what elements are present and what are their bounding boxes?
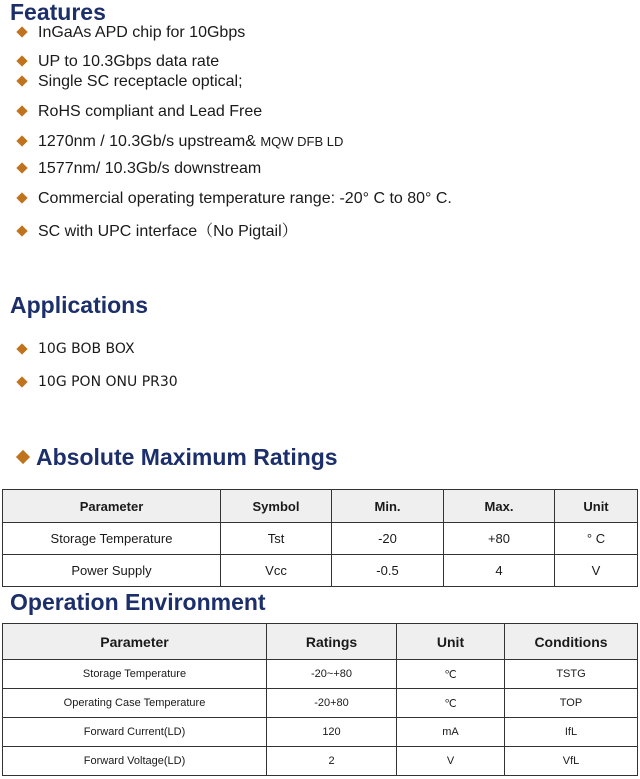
table-cell: -0.5 xyxy=(332,555,444,587)
header-min: Min. xyxy=(332,490,444,523)
list-item xyxy=(16,340,135,358)
table-cell: Operating Case Temperature xyxy=(3,689,267,718)
table-cell: VfL xyxy=(505,747,638,776)
table-cell: -20+80 xyxy=(267,689,397,718)
environment-heading: Operation Environment xyxy=(10,589,266,615)
feature-text: Single SC receptacle optical; xyxy=(38,73,243,90)
list-item xyxy=(16,103,262,121)
table-row xyxy=(3,555,638,587)
table-row xyxy=(3,747,638,776)
table-row xyxy=(3,689,638,718)
table-cell: Storage Temperature xyxy=(3,523,221,555)
table-cell: -20~+80 xyxy=(267,660,397,689)
header-max: Max. xyxy=(444,490,555,523)
table-cell: 120 xyxy=(267,718,397,747)
table-header-row xyxy=(3,624,638,660)
table-cell: +80 xyxy=(444,523,555,555)
feature-text-small: MQW DFB LD xyxy=(260,134,344,149)
list-item xyxy=(16,190,452,208)
ratings-table xyxy=(2,489,638,587)
diamond-bullet-icon xyxy=(16,56,27,67)
table-cell: 2 xyxy=(267,747,397,776)
diamond-bullet-icon xyxy=(16,193,27,204)
list-item xyxy=(16,373,178,391)
diamond-bullet-icon xyxy=(16,226,27,237)
list-item xyxy=(16,223,298,241)
table-cell: Forward Current(LD) xyxy=(3,718,267,747)
table-cell: mA xyxy=(397,718,505,747)
feature-text: SC with UPC interface（No Pigtail） xyxy=(38,223,298,240)
features-heading: Features xyxy=(10,0,106,25)
table-cell: ℃ xyxy=(397,689,505,718)
table-cell: V xyxy=(555,555,638,587)
table-cell: TSTG xyxy=(505,660,638,689)
table-row xyxy=(3,523,638,555)
table-header-row xyxy=(3,490,638,523)
feature-text: RoHS compliant and Lead Free xyxy=(38,103,263,120)
feature-text: UP to 10.3Gbps data rate xyxy=(38,53,220,70)
table-cell: 4 xyxy=(444,555,555,587)
header-parameter: Parameter xyxy=(3,490,221,523)
header-ratings: Ratings xyxy=(267,624,397,660)
table-cell: V xyxy=(397,747,505,776)
diamond-bullet-icon xyxy=(16,76,27,87)
diamond-bullet-icon xyxy=(16,163,27,174)
header-parameter: Parameter xyxy=(3,624,267,660)
feature-text: InGaAs APD chip for 10Gbps xyxy=(38,24,246,41)
applications-heading: Applications xyxy=(10,292,149,318)
application-text: 10G BOB BOX xyxy=(38,341,135,357)
diamond-bullet-icon xyxy=(16,136,27,147)
table-cell: Vcc xyxy=(221,555,332,587)
ratings-title: Absolute Maximum Ratings xyxy=(36,444,338,470)
table-cell: -20 xyxy=(332,523,444,555)
table-cell: TOP xyxy=(505,689,638,718)
list-item xyxy=(16,53,219,71)
diamond-bullet-icon xyxy=(16,343,27,354)
table-cell: ℃ xyxy=(397,660,505,689)
header-symbol: Symbol xyxy=(221,490,332,523)
list-item xyxy=(16,133,343,151)
header-unit: Unit xyxy=(397,624,505,660)
table-cell: Forward Voltage(LD) xyxy=(3,747,267,776)
header-unit: Unit xyxy=(555,490,638,523)
table-cell: Power Supply xyxy=(3,555,221,587)
ratings-heading xyxy=(16,444,338,470)
header-conditions: Conditions xyxy=(505,624,638,660)
diamond-bullet-icon xyxy=(16,376,27,387)
feature-text: Commercial operating temperature range: -20° C to 80° C. xyxy=(38,190,452,207)
application-text: 10G PON ONU PR30 xyxy=(38,374,178,390)
environment-table xyxy=(2,623,638,776)
list-item xyxy=(16,73,243,91)
table-cell: IfL xyxy=(505,718,638,747)
table-cell: ° C xyxy=(555,523,638,555)
list-item xyxy=(16,160,261,178)
feature-text: 1270nm / 10.3Gb/s upstream& xyxy=(38,133,261,150)
table-cell: Storage Temperature xyxy=(3,660,267,689)
table-cell: Tst xyxy=(221,523,332,555)
table-row xyxy=(3,660,638,689)
diamond-bullet-icon xyxy=(16,106,27,117)
diamond-bullet-icon xyxy=(16,450,30,464)
feature-text: 1577nm/ 10.3Gb/s downstream xyxy=(38,160,262,177)
list-item xyxy=(16,24,245,42)
table-row xyxy=(3,718,638,747)
diamond-bullet-icon xyxy=(16,27,27,38)
